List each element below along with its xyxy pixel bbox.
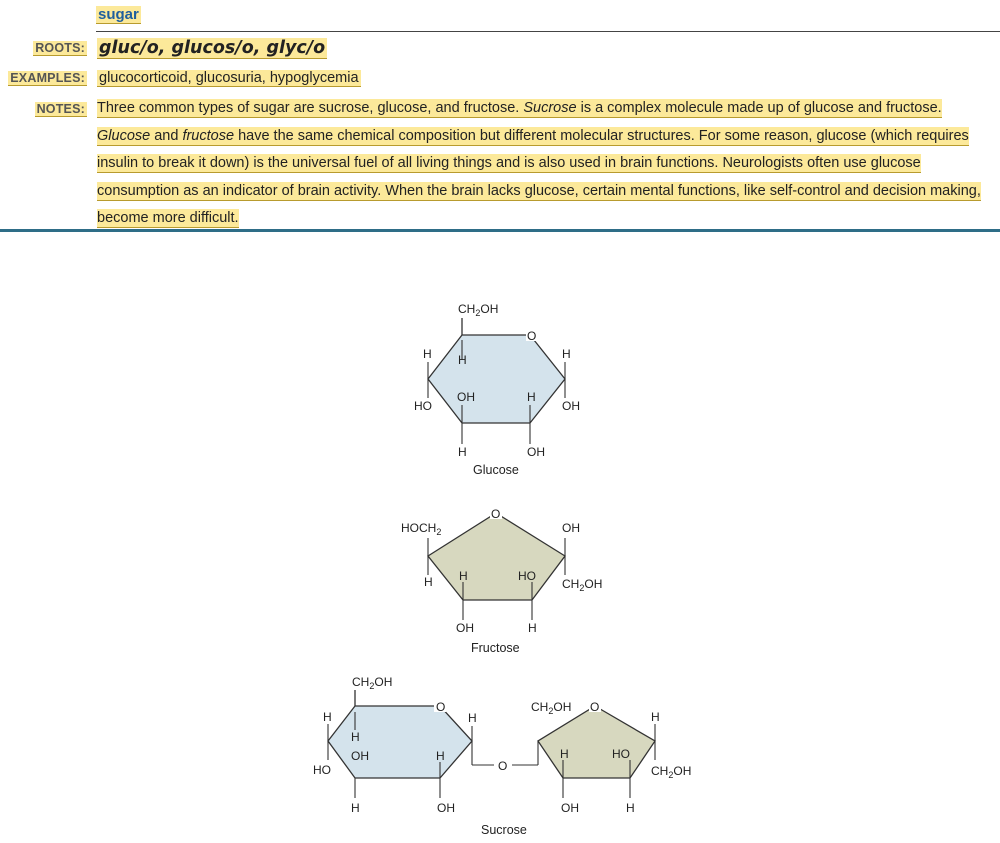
sucrose-h-2: H	[323, 710, 332, 724]
notes-paragraph: Three common types of sugar are sucrose, glucose, and fructose. Sucrose is a complex molecule made up of glucose and fructose. Glucose and fructose have the same chemical composition but different molecular structures. For some reason, glucose (which requires insulin to break it down) is the universal fuel of all living things and is also used in brain functions. Neurologists often use glucose consumption as an indicator of brain activity. When the brain lacks glucose, certain mental functions, like self-control and decision making, become more difficult.	[97, 100, 981, 226]
glucose-h-c1: H	[562, 347, 571, 361]
sucrose-ho-2: HO	[612, 747, 630, 761]
entry-term: sugar	[98, 6, 139, 23]
glucose-diagram	[414, 302, 580, 477]
sucrose-diagram	[313, 675, 691, 837]
sucrose-oh-3: OH	[561, 801, 579, 815]
sucrose-o-right: O	[590, 700, 600, 714]
notes-label: NOTES:	[36, 102, 85, 116]
roots-value: gluc/o, glucos/o, glyc/o	[99, 38, 326, 58]
sucrose-oh-1: OH	[351, 749, 369, 763]
glucose-ho: HO	[414, 399, 432, 413]
sucrose-ch2oh-right: $CH_2OH$	[651, 764, 692, 780]
sucrose-glucose-ring	[328, 706, 472, 778]
glucose-ch2oh: $CH_2OH$	[458, 302, 499, 318]
sucrose-fructose-ring	[538, 706, 655, 778]
fructose-h-c5: H	[459, 569, 468, 583]
glucose-h-c4: H	[423, 347, 432, 361]
glucose-oh-c3: OH	[457, 390, 475, 404]
fructose-h-bottom: H	[528, 621, 537, 635]
fructose-ch2oh: $CH_2OH$	[562, 577, 603, 593]
fructose-ho: HO	[518, 569, 536, 583]
sucrose-h-1: H	[351, 730, 360, 744]
glucose-h-c5: H	[458, 353, 467, 367]
examples-value: glucocorticoid, glucosuria, hypoglycemia	[99, 70, 359, 86]
fructose-oh-top: OH	[562, 521, 580, 535]
sucrose-oh-2: OH	[437, 801, 455, 815]
glucose-o: O	[527, 329, 537, 343]
sucrose-h-3: H	[436, 749, 445, 763]
fructose-caption: Fructose	[471, 641, 520, 655]
fructose-h-left: H	[424, 575, 433, 589]
glucose-oh-c2b: OH	[527, 445, 545, 459]
fructose-hoch2: $HOCH_2$	[401, 521, 442, 537]
sucrose-caption: Sucrose	[481, 823, 527, 837]
fructose-oh-bottom: OH	[456, 621, 474, 635]
glucose-ring	[428, 335, 565, 423]
glucose-h-c2: H	[527, 390, 536, 404]
sucrose-h-8: H	[626, 801, 635, 815]
roots-label: ROOTS:	[35, 41, 85, 55]
fructose-o: O	[491, 507, 501, 521]
glucose-caption: Glucose	[473, 463, 519, 477]
glucose-h-c3b: H	[458, 445, 467, 459]
sucrose-o-left: O	[436, 700, 446, 714]
fructose-ring	[428, 513, 565, 600]
sucrose-h-6: H	[560, 747, 569, 761]
examples-label: EXAMPLES:	[10, 71, 85, 85]
sucrose-h-5: H	[351, 801, 360, 815]
sucrose-o-bridge: O	[498, 759, 508, 773]
sucrose-ho: HO	[313, 763, 331, 777]
fructose-diagram	[401, 507, 602, 655]
sucrose-ch2oh-mid: $CH_2OH$	[531, 700, 572, 716]
glucose-oh-c1: OH	[562, 399, 580, 413]
sucrose-ch2oh-left: $CH_2OH$	[352, 675, 393, 691]
sucrose-h-7: H	[651, 710, 660, 724]
sucrose-h-4: H	[468, 711, 477, 725]
